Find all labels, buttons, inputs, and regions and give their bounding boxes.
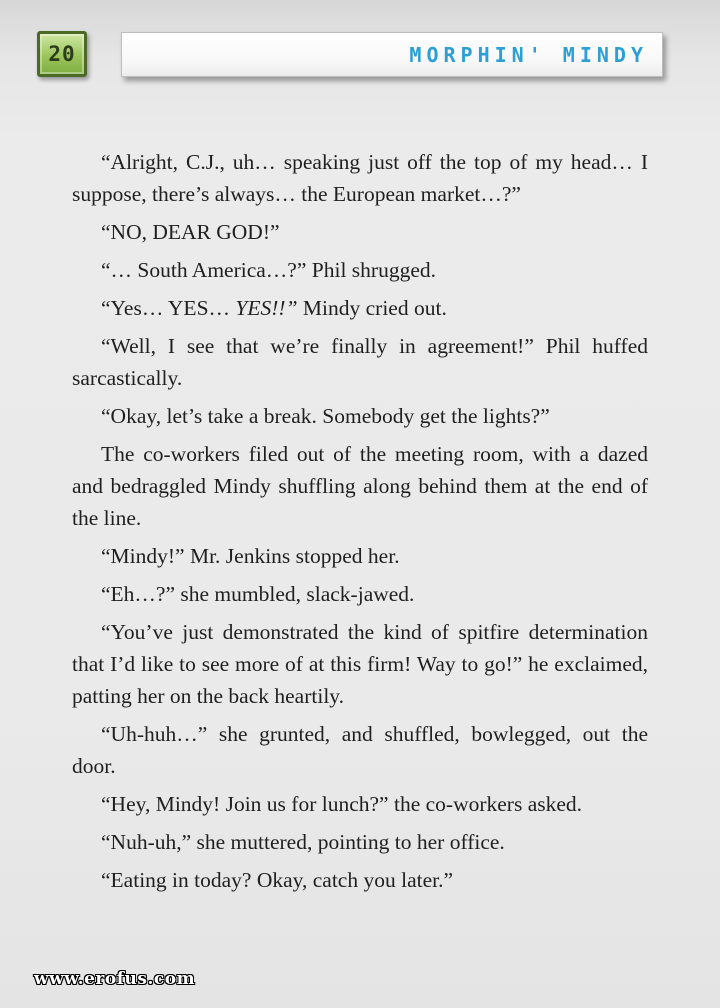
- paragraph: “Alright, C.J., uh… speaking just off the top of my head… I suppose, there’s always… the European market…?”: [72, 150, 648, 206]
- paragraph: “You’ve just demonstrated the kind of spitfire determination that I’d like to see more of at this firm! Way to go!” he exclaimed, patting her on the back heartily.: [72, 620, 648, 708]
- paragraph: “Well, I see that we’re finally in agreement!” Phil huffed sarcastically.: [72, 334, 648, 390]
- emphasis: YES!!”: [235, 296, 298, 320]
- paragraph: “Nuh-uh,” she muttered, pointing to her office.: [101, 830, 505, 854]
- header-bar: [121, 32, 663, 77]
- story-text: [72, 146, 648, 902]
- paragraph: “Yes… YES… YES!!” Mindy cried out.: [101, 296, 447, 320]
- watermark-url: www.erofus.com: [34, 969, 196, 989]
- paragraph: “Uh-huh…” she grunted, and shuffled, bowlegged, out the door.: [72, 722, 648, 778]
- paragraph: “Eh…?” she mumbled, slack-jawed.: [101, 582, 415, 606]
- page-number: 20: [48, 42, 76, 66]
- page-number-badge: [37, 31, 87, 77]
- paragraph: “NO, DEAR GOD!”: [101, 220, 280, 244]
- paragraph: “Okay, let’s take a break. Somebody get the lights?”: [101, 404, 550, 428]
- paragraph: “Mindy!” Mr. Jenkins stopped her.: [101, 544, 400, 568]
- book-title: MORPHIN' MINDY: [409, 42, 648, 67]
- paragraph: “… South America…?” Phil shrugged.: [101, 258, 436, 282]
- paragraph: “Hey, Mindy! Join us for lunch?” the co-workers asked.: [101, 792, 583, 816]
- paragraph: The co-workers filed out of the meeting room, with a dazed and bedraggled Mindy shuffling along behind them at the end of the line.: [72, 442, 648, 530]
- paragraph: “Eating in today? Okay, catch you later.”: [101, 868, 454, 892]
